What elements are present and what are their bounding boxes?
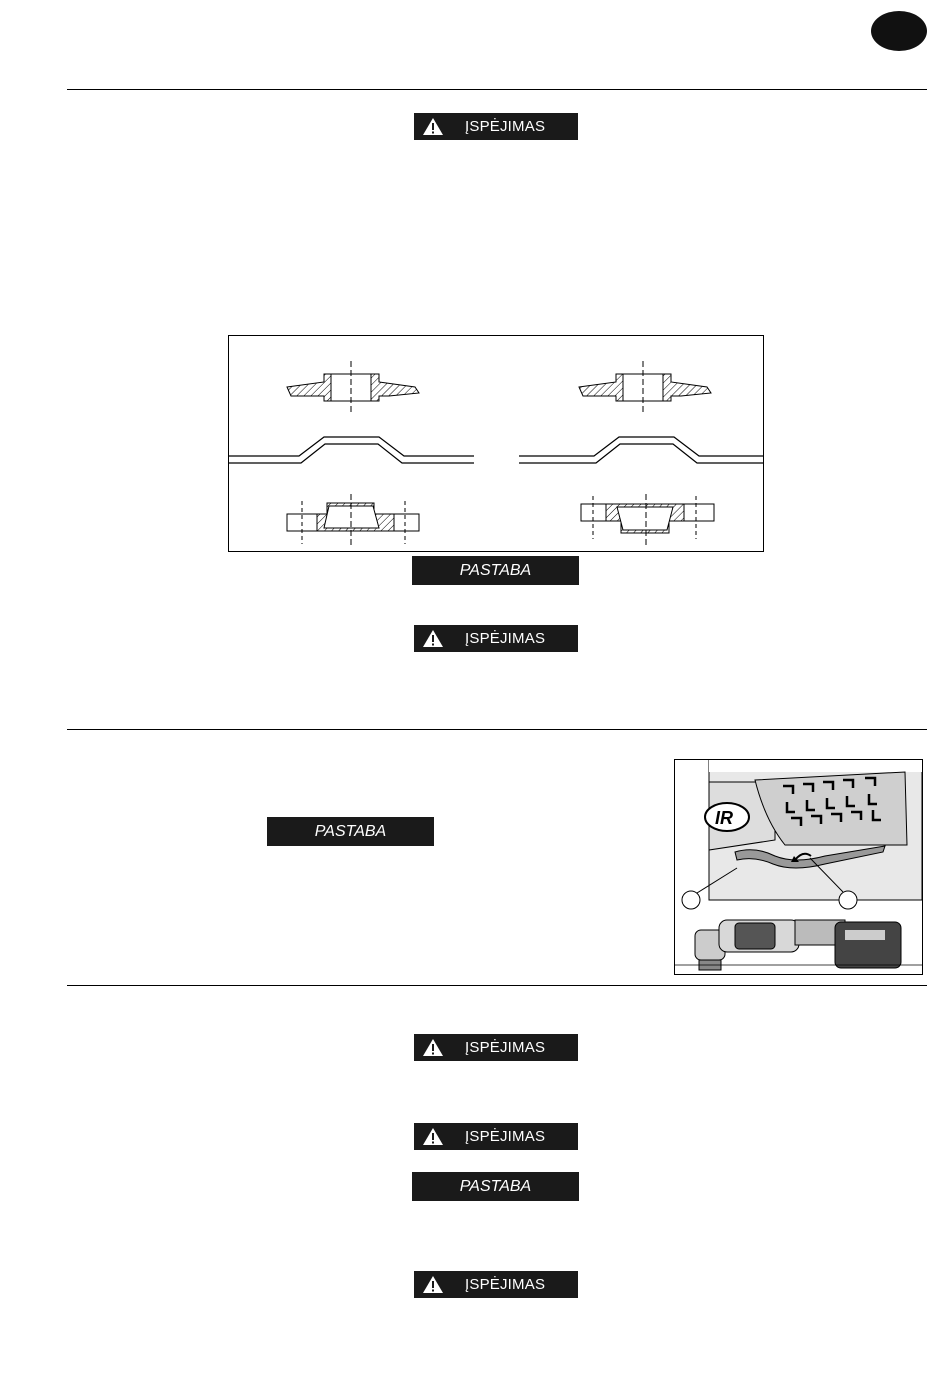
page-marker xyxy=(871,11,927,51)
warning-triangle-icon xyxy=(419,1034,447,1061)
section-divider xyxy=(67,729,927,730)
warning-triangle-icon xyxy=(419,625,447,652)
warning-text: ĮSPĖJIMAS xyxy=(465,118,546,135)
warning-triangle-icon xyxy=(419,1123,447,1150)
warning-text: ĮSPĖJIMAS xyxy=(465,1128,546,1145)
flange-diagram xyxy=(228,335,764,552)
tool-illustration xyxy=(674,759,923,975)
note-label: PASTABA xyxy=(267,817,434,846)
flange-cross-section-diagram xyxy=(229,336,763,551)
warning-triangle-icon xyxy=(419,1271,447,1298)
warning-text: ĮSPĖJIMAS xyxy=(465,1039,546,1056)
warning-text: ĮSPĖJIMAS xyxy=(465,1276,546,1293)
warning-label xyxy=(414,1271,578,1298)
section-divider xyxy=(67,89,927,90)
grinder-paddle-switch-illustration xyxy=(675,760,922,974)
ir-logo-icon xyxy=(705,803,749,831)
warning-text: ĮSPĖJIMAS xyxy=(465,630,546,647)
warning-label xyxy=(414,1123,578,1150)
warning-triangle-icon xyxy=(419,113,447,140)
warning-label xyxy=(414,113,578,140)
warning-label xyxy=(414,1034,578,1061)
section-divider xyxy=(67,985,927,986)
note-label: PASTABA xyxy=(412,556,579,585)
note-label: PASTABA xyxy=(412,1172,579,1201)
warning-label xyxy=(414,625,578,652)
svg-text:IR: IR xyxy=(715,808,733,828)
